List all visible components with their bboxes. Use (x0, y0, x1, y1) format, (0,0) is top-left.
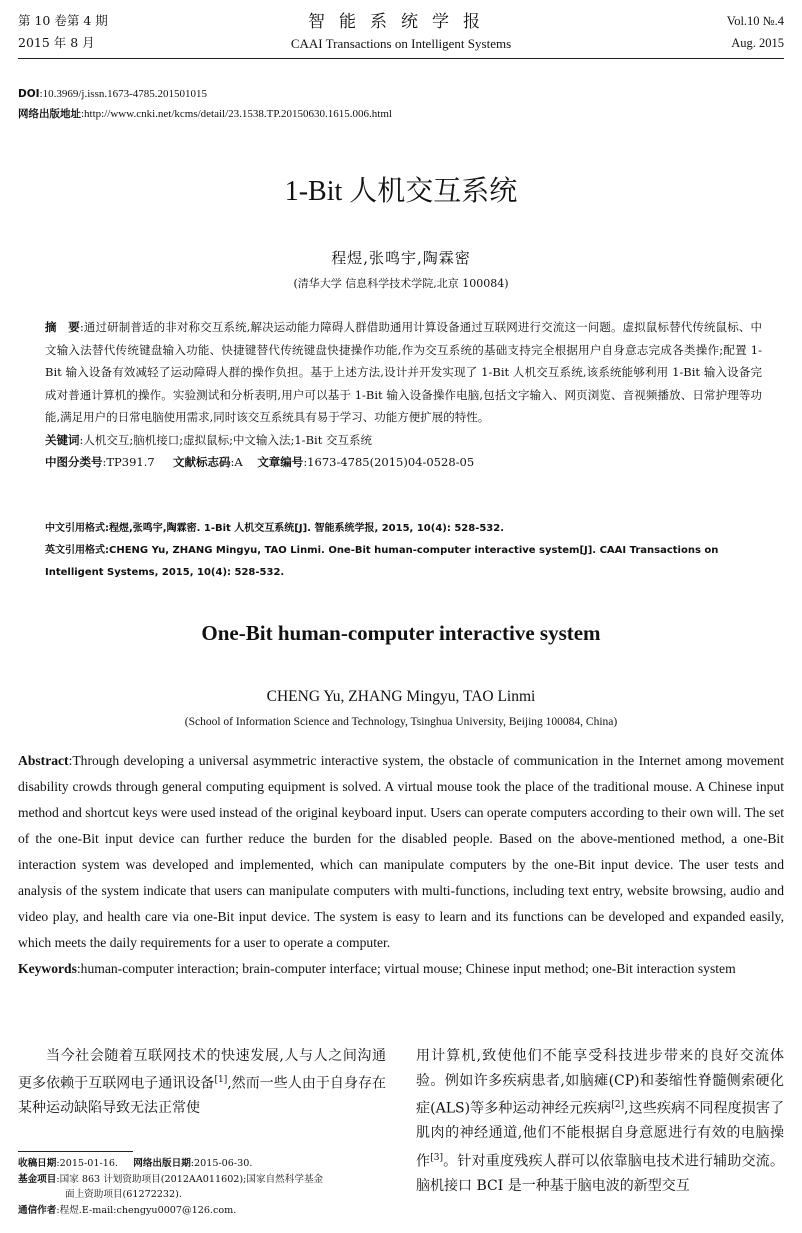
doi-value[interactable]: :10.3969/j.issn.1673-4785.201501015 (39, 88, 208, 100)
online-url[interactable]: :http://www.cnki.net/kcms/detail/23.1538.TP.20150630.1615.006.html (81, 108, 392, 120)
body-left-text-a: 当今社会随着互联网技术的快速发展,人与人之间沟通更多依赖于互联网电子通讯设备 (18, 1048, 386, 1092)
abstract-cn (45, 316, 762, 474)
publish-month: 2015 年 8 月 (18, 35, 95, 50)
running-header (18, 10, 784, 59)
dates-line (18, 1156, 388, 1172)
doc-code-value: :A (230, 455, 243, 469)
body-column-left (18, 1044, 386, 1120)
online-date: :2015-06-30. (190, 1158, 253, 1169)
abstract-en-text: :Through developing a universal asymmetric interactive system, the obstacle of communication in the Internet among movement disability crowds through general computing equipment is solved. A virtual mouse took the place of the traditional mouse. A Chinese input method and shortcut keys were used instead of the original keyboard input. Users can operate computers according to their own will. The set of the one-Bit input device can further reduce the burden for the disabled people. Based on the above-mentioned method, a one-Bit interaction system was developed and implemented, which can manipulate computers by the one-Bit input device. The user tests and analysis of the system indicate that users can manipulate computers with multi-functions, including text entry, website browsing, audio and video play, and health care via one-Bit input device. The system is easy to learn and its functions can be developed and expanded easily, which meets the daily requirements for a user to operate a computer. (18, 753, 784, 950)
affiliation-en: (School of Information Science and Technology, Tsinghua University, Beijing 100084, China) (184, 716, 618, 728)
abstract-en-label: Abstract (18, 753, 69, 768)
journal-name-cn: 智能系统学报 (308, 12, 494, 32)
classification-line (45, 451, 762, 474)
ref-2[interactable]: [2] (611, 1100, 625, 1110)
online-date-label: 网络出版日期 (133, 1158, 191, 1169)
body-right-text-a: 用计算机,致使他们不能享受科技进步带来的良好交流体验。例如许多疾病患者,如脑瘫(CP)和萎缩性脊髓侧索硬化症(ALS)等多种运动神经元疾病 (416, 1048, 784, 1117)
online-url-label: 网络出版地址 (18, 108, 81, 120)
funding-text: :国家 863 计划资助项目(2012AA011602);国家自然科学基金 (56, 1173, 324, 1185)
funding-text-cont: 面上资助项目(61272232). (65, 1189, 182, 1200)
authors-en: CHENG Yu, ZHANG Mingyu, TAO Linmi (266, 688, 536, 705)
corresponding-label: 通信作者 (18, 1204, 57, 1216)
body-right-text-b: ,这些疾病不同程度损害了肌肉的神经通道,他们不能根据自身意愿进行有效的电脑操作 (416, 1100, 784, 1170)
journal-name (18, 10, 784, 54)
ref-1[interactable]: [1] (214, 1075, 228, 1085)
abstract-cn-label: 摘 要 (45, 320, 80, 334)
doi-block (18, 84, 392, 124)
abstract-en (18, 748, 784, 982)
body-right-text-c: 。针对重度残疾人群可以依靠脑电技术进行辅助交流。脑机接口 BCI 是一种基于脑电波的新型交互 (416, 1153, 785, 1194)
journal-name-en: CAAI Transactions on Intelligent Systems (290, 36, 512, 51)
paper-title-en: One-Bit human-computer interactive system (201, 621, 601, 645)
footnote-divider (18, 1151, 133, 1152)
article-no-value: :1673-4785(2015)04-0528-05 (303, 455, 475, 469)
clc-value: :TP391.7 (102, 455, 155, 469)
affiliation-cn: (清华大学 信息科学技术学院,北京 100084) (293, 277, 509, 290)
keywords-en-text: :human-computer interaction; brain-computer interface; virtual mouse; Chinese input method; one-Bit interaction system (76, 961, 736, 976)
keywords-cn-text: :人机交互;脑机接口;虚拟鼠标;中文输入法;1-Bit 交互系统 (79, 432, 372, 447)
doc-code-label: 文献标志码 (173, 455, 231, 469)
citation-en: 英文引用格式:CHENG Yu, ZHANG Mingyu, TAO Linmi. One-Bit human-computer interactive system[J]. CAAI Transactions on Intelligent Systems, 2015, 10(4): 528-532. (45, 545, 719, 578)
received-date: :2015-01-16. (56, 1158, 118, 1169)
received-label: 收稿日期 (18, 1158, 57, 1169)
clc-label: 中图分类号 (45, 455, 103, 469)
abstract-cn-text: :通过研制普适的非对称交互系统,解决运动能力障碍人群借助通用计算设备通过互联网进行交流这一问题。虚拟鼠标替代传统鼠标、中文输入法替代传统键盘输入功能、快捷键替代传统键盘快捷操作功能,作为交互系统的基础支持完全根据用户自身意志完成各类操作;配置 1-Bit 输入设备有效减轻了运动障碍人群的操作负担。基于上述方法,设计并开发实现了 1-Bit 人机交互系统,该系统能够利用 1-Bit 输入设备完成对普通计算机的操作。实验测试和分析表明,用户可以基于 1-Bit 输入设备操作电脑,包括文字输入、网页浏览、音视频播放、日常护理等功能,满足用户的日常电脑使用需求,同时该交互系统具有易于学习、功能方便扩展的特性。 (45, 320, 762, 424)
body-column-right (416, 1044, 784, 1198)
citation-cn: 中文引用格式:程煜,张鸣宇,陶霖密. 1-Bit 人机交互系统[J]. 智能系统学报, 2015, 10(4): 528-532. (45, 523, 505, 534)
article-no-label: 文章编号 (257, 455, 304, 469)
keywords-cn-label: 关键词 (45, 432, 80, 447)
volume-issue: 第 10 卷第 4 期 (18, 13, 108, 28)
corresponding-text: :程煜.E-mail:chengyu0007@126.com. (56, 1204, 237, 1216)
publish-month-en: Aug. 2015 (731, 36, 784, 50)
citation-block (45, 518, 762, 584)
funding-label: 基金项目 (18, 1173, 57, 1185)
ref-3[interactable]: [3] (430, 1152, 443, 1163)
body-left-text-b: ,然而一些人由于自身存在某种运动缺陷导致无法正常使 (18, 1075, 387, 1116)
footnote (18, 1156, 388, 1218)
doi-label: DOI (18, 88, 40, 100)
volume-issue-en: Vol.10 №.4 (726, 14, 784, 28)
keywords-en-label: Keywords (18, 961, 77, 976)
paper-title-cn: 1-Bit 人机交互系统 (284, 176, 518, 207)
volume-info-en (727, 10, 784, 54)
authors-cn: 程煜,张鸣宇,陶霖密 (331, 249, 471, 267)
